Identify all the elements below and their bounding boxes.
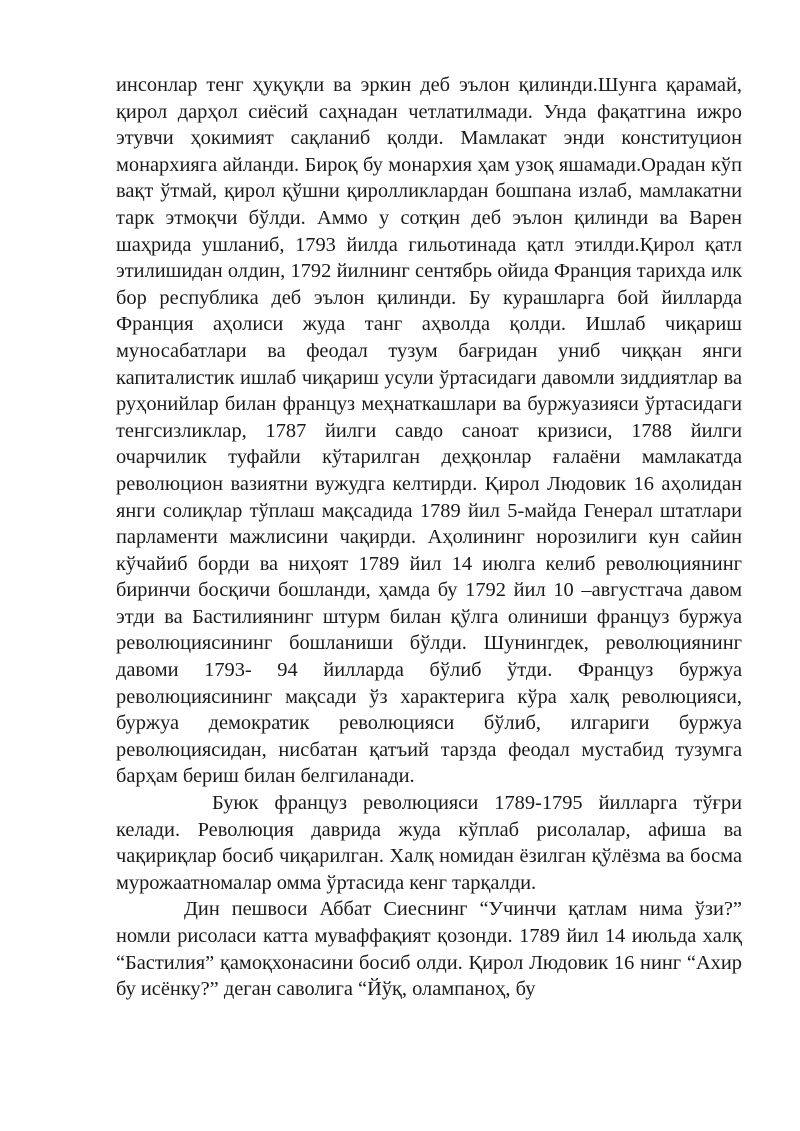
- paragraph-sieyes-pamphlet: Дин пешвоси Аббат Сиеснинг “Учинчи қатлам нима ўзи?” номли рисоласи катта муваффақият қозонди. 1789 йил 14 июльда халқ “Бастилия” қамоқхонасини босиб олди. Қирол Людовик 16 нинг “Ахир бу исёнку?” деган саволига “Йўқ, олампаноҳ, бу: [116, 898, 742, 1001]
- paragraph-great-revolution: Буюк француз революцияси 1789-1795 йилларга тўғри келади. Революция даврида жуда кўплаб рисолалар, афиша ва чақириқлар босиб чиқарилган. Халқ номидан ёзилган қўлёзма ва босма мурожаатномалар омма ўртасида кенг тарқалди.: [116, 792, 742, 894]
- paragraph-revolution-history: инсонлар тенг ҳуқуқли ва эркин деб эълон қилинди.Шунга қарамай, қирол дарҳол сиёсий саҳнадан четлатилмади. Унда фақатгина ижро этувчи ҳокимият сақланиб қолди. Мамлакат энди конституцион монархияга айланди. Бироқ бу монархия ҳам узоқ яшамади.Орадан кўп вақт ўтмай, қирол қўшни қиролликлардан бошпана излаб, мамлакатни тарк этмоқчи бўлди. Аммо у сотқин деб эълон қилинди ва Варен шаҳрида ушланиб, 1793 йилда гильотинада қатл этилди.Қирол қатл этилишидан олдин, 1792 йилнинг сентябрь ойида Франция тарихда илк бор республика деб эълон қилинди. Бу курашларга бой йилларда Франция аҳолиси жуда танг аҳволда қолди. Ишлаб чиқариш муносабатлари ва феодал тузум бағридан униб чиққан янги капиталистик ишлаб чиқариш усули ўртасидаги давомли зиддиятлар ва руҳонийлар билан француз меҳнаткашлари ва буржуазияси ўртасидаги тенгсизликлар, 1787 йилги савдо саноат кризиси, 1788 йилги очарчилик туфайли кўтарилган деҳқонлар ғалаёни мамлакатда революцион вазиятни вужудга келтирди. Қирол Людовик 16 аҳолидан янги солиқлар тўплаш мақсадида 1789 йил 5-майда Генерал штатлари парламенти мажлисини чақирди. Аҳолининг норозилиги кун сайин кўчайиб борди ва ниҳоят 1789 йил 14 июлга келиб революциянинг биринчи босқичи бошланди, ҳамда бу 1792 йил 10 –августгача давом этди ва Бастилиянинг штурм билан қўлга олиниши француз буржуа революциясининг бошланиши бўлди. Шунингдек, революциянинг давоми 1793- 94 йилларда бўлиб ўтди. Француз буржуа революциясининг мақсади ўз характерига кўра халқ революцияси, буржуа демократик революцияси бўлиб, илгариги буржуа революциясидан, нисбатан қатъий тарзда феодал мустабид тузумга барҳам бериш билан белгиланади.: [116, 74, 742, 788]
- document-page: [116, 72, 742, 1003]
